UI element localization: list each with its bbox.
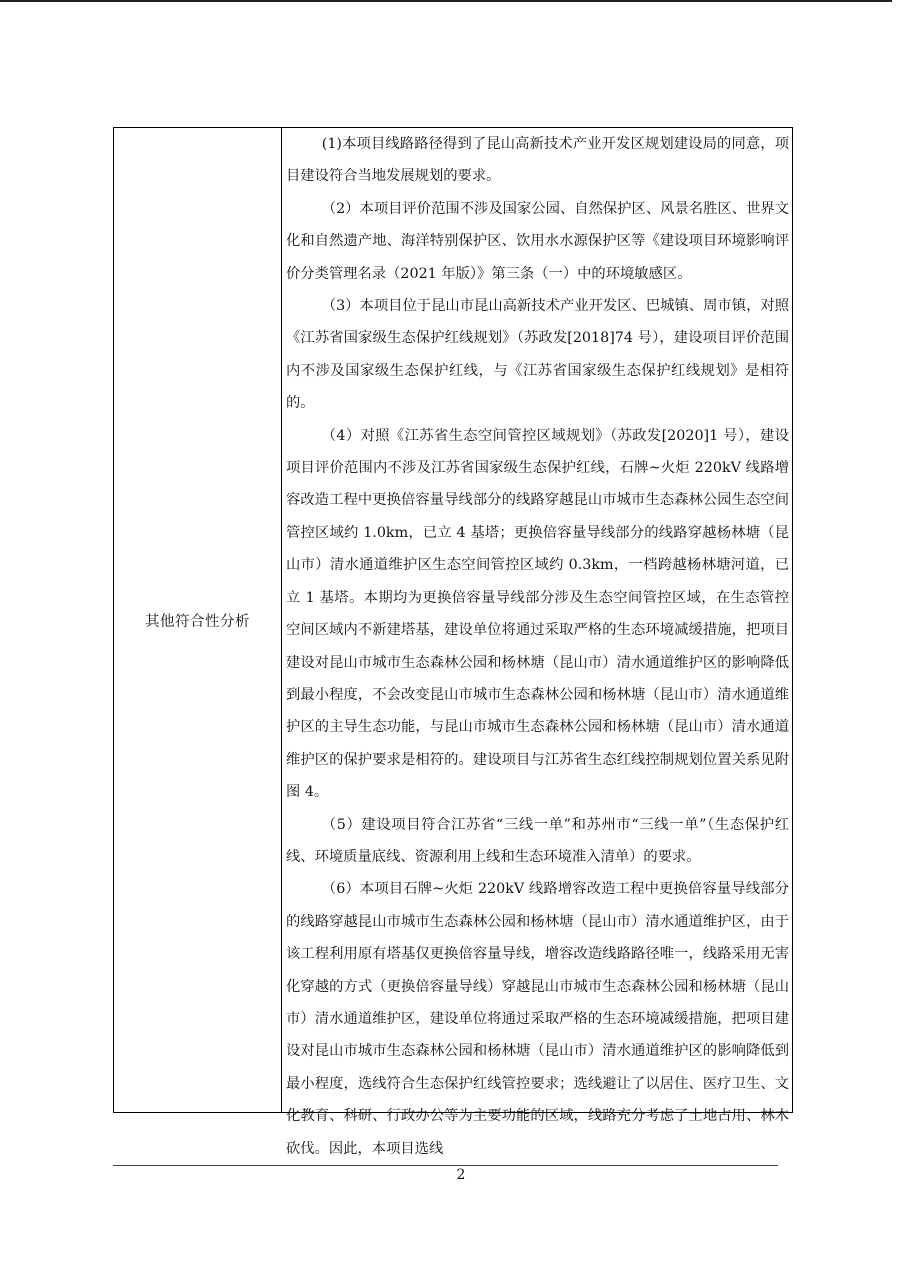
compliance-table — [113, 127, 793, 1157]
paragraph-5: （5）建设项目符合江苏省“三线一单”和苏州市“三线一单”（生态保护红线、环境质量底线、资源利用上线和生态环境准入清单）的要求。 — [286, 816, 789, 865]
paragraph-1: (1)本项目线路路径得到了昆山高新技术产业开发区规划建设局的同意，项目建设符合当地发展规划的要求。 — [286, 136, 789, 185]
paragraph-2: （2）本项目评价范围不涉及国家公园、自然保护区、风景名胜区、世界文化和自然遗产地、海洋特别保护区、饮用水水源保护区等《建设项目环境影响评价分类管理名录（2021 年版）》第三条（一）中的环境敏感区。 — [286, 200, 789, 282]
footer-divider — [113, 1165, 778, 1166]
paragraph-3: （3）本项目位于昆山市昆山高新技术产业开发区、巴城镇、周市镇，对照《江苏省国家级生态保护红线规划》（苏政发[2018]74 号），建设项目评价范围内不涉及国家级生态保护红线，与《江苏省国家级生态保护红线规划》是相符的。 — [286, 298, 789, 412]
row-label: 其他符合性分析 — [114, 128, 282, 1112]
top-border-line — [0, 0, 892, 2]
page-number: 2 — [456, 1167, 466, 1183]
paragraph-4: （4）对照《江苏省生态空间管控区域规划》（苏政发[2020]1 号），建设项目评价范围内不涉及江苏省国家级生态保护红线，石牌~火炬 220kV 线路增容改造工程中更换倍容量导线部分的线路穿越昆山市城市生态森林公园生态空间管控区域约 1.0km，已立 4 基塔；更换倍容量导线部分的线路穿越杨林塘（昆山市）清水通道维护区生态空间管控区域约 0.3km，一档跨越杨林塘河道，已立 1 基塔。本期均为更换倍容量导线部分涉及生态空间管控区域，在生态管控空间区域内不新建塔基，建设单位将通过采取严格的生态环境减缓措施，把项目建设对昆山市城市生态森林公园和杨林塘（昆山市）清水通道维护区的影响降低到最小程度，不会改变昆山市城市生态森林公园和杨林塘（昆山市）清水通道维护区的主导生态功能，与昆山市城市生态森林公园和杨林塘（昆山市）清水通道维护区的保护要求是相符的。建设项目与江苏省生态红线控制规划位置关系见附图 4。 — [286, 427, 789, 801]
content-cell — [282, 128, 792, 1157]
paragraph-6: （6）本项目石牌~火炬 220kV 线路增容改造工程中更换倍容量导线部分的线路穿越昆山市城市生态森林公园和杨林塘（昆山市）清水通道维护区，由于该工程利用原有塔基仅更换倍容量导线，增容改造线路路径唯一，线路采用无害化穿越的方式（更换倍容量导线）穿越昆山市城市生态森林公园和杨林塘（昆山市）清水通道维护区，建设单位将通过采取严格的生态环境减缓措施，把项目建设对昆山市城市生态森林公园和杨林塘（昆山市）清水通道维护区的影响降低到最小程度，选线符合生态保护红线管控要求；选线避让了以居住、医疗卫生、文化教育、科研、行政办公等为主要功能的区域，线路充分考虑了土地占用、林木砍伐。因此，本项目选线 — [286, 881, 789, 1157]
